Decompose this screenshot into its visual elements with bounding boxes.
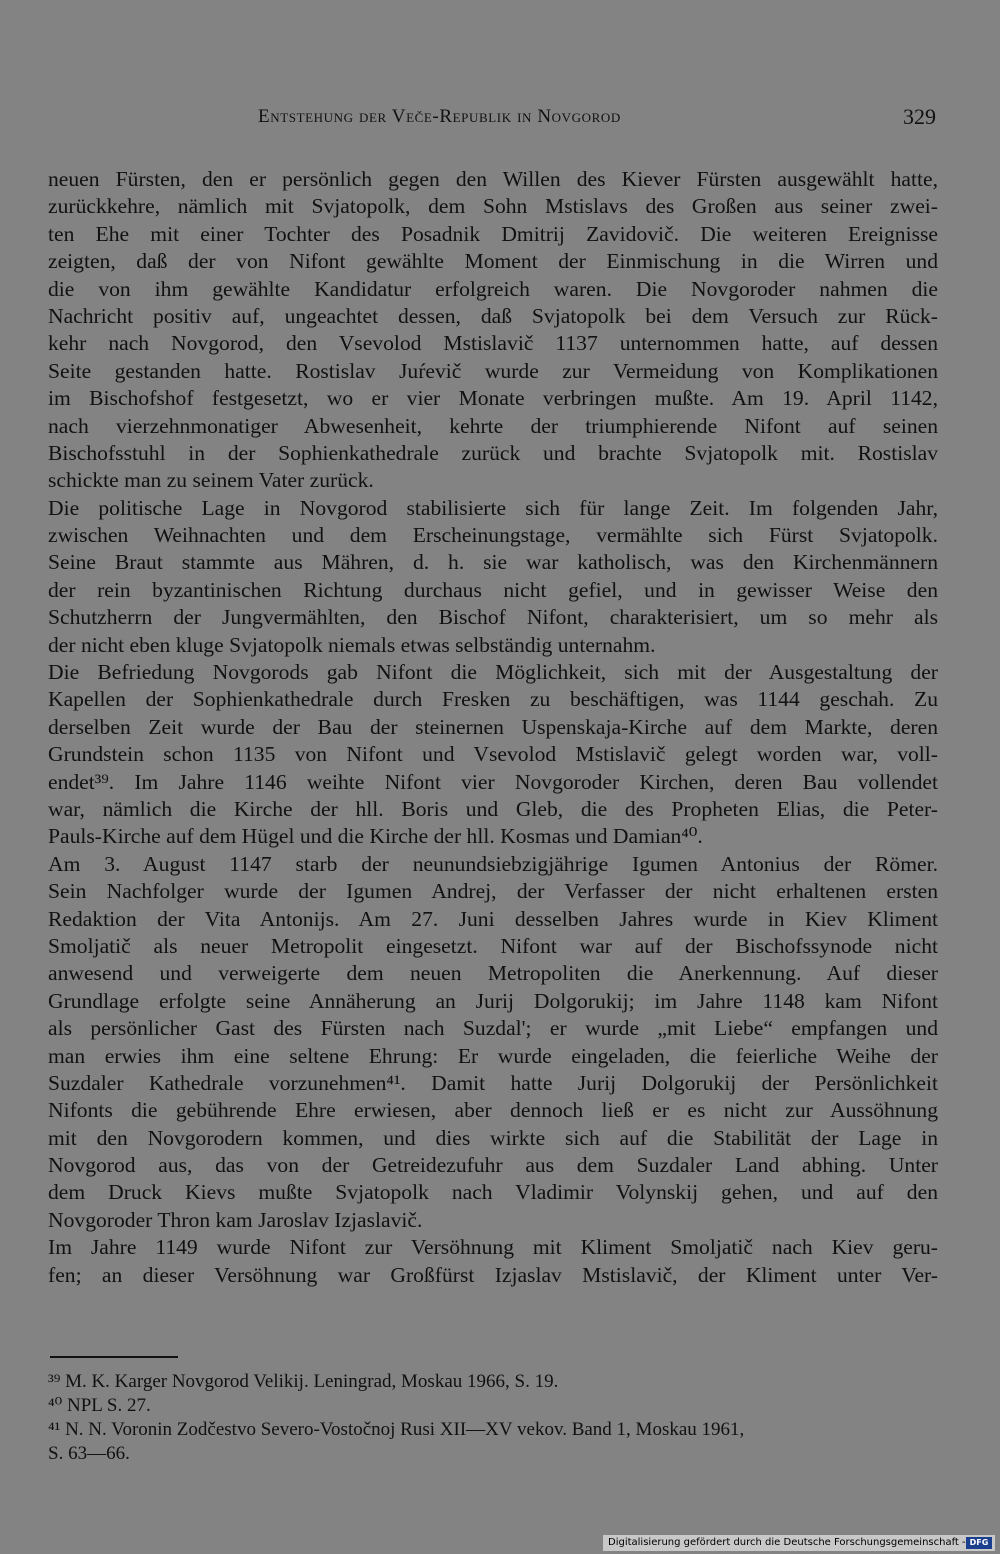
text-line: Schutzherrn der Jungvermählten, den Bischof Nifont, charakterisiert, um so mehr als — [48, 605, 938, 630]
text-line: zwischen Weihnachten und dem Erscheinungstage, vermählte sich Fürst Svjatopolk. — [48, 523, 938, 548]
footnotes — [48, 1370, 938, 1466]
text-line: anwesend und verweigerte dem neuen Metropoliten die Anerkennung. Auf dieser — [48, 961, 938, 986]
text-line: kehr nach Novgorod, den Vsevolod Mstislavič 1137 unternommen hatte, auf dessen — [48, 331, 938, 356]
text-line: der nicht eben kluge Svjatopolk niemals etwas selbständig unternahm. — [48, 632, 656, 657]
text-line: Seite gestanden hatte. Rostislav Juŕevič wurde zur Vermeidung von Komplikationen — [48, 358, 938, 383]
text-line: derselben Zeit wurde der Bau der steinernen Uspenskaja-Kirche auf dem Markte, deren — [48, 714, 938, 739]
text-line: Nifonts die gebührende Ehre erwiesen, aber dennoch ließ er es nicht zur Aussöhnung — [48, 1098, 938, 1123]
text-line: Smoljatič als neuer Metropolit eingesetzt. Nifont war auf der Bischofssynode nicht — [48, 933, 938, 958]
text-line: die von ihm gewählte Kandidatur erfolgreich waren. Die Novgoroder nahmen die — [48, 276, 938, 301]
text-line: endet³⁹. Im Jahre 1146 weihte Nifont vier Novgoroder Kirchen, deren Bau vollendet — [48, 769, 938, 794]
text-line: Am 3. August 1147 starb der neunundsiebzigjährige Igumen Antonius der Römer. — [48, 851, 938, 876]
text-line: als persönlicher Gast des Fürsten nach Suzdal'; er wurde „mit Liebe“ empfangen und — [48, 1016, 938, 1041]
footnote-39: ³⁹ M. K. Karger Novgorod Velikij. Leningrad, Moskau 1966, S. 19. — [48, 1371, 559, 1392]
text-line: schickte man zu seinem Vater zurück. — [48, 468, 374, 493]
text-line: Suzdaler Kathedrale vorzunehmen⁴¹. Damit hatte Jurij Dolgorukij der Persönlichkeit — [48, 1070, 938, 1095]
text-line: nach vierzehnmonatiger Abwesenheit, kehrte der triumphierende Nifont auf seinen — [48, 413, 938, 438]
text-line: im Bischofshof festgesetzt, wo er vier Monate verbringen mußte. Am 19. April 1142, — [48, 386, 938, 411]
digitization-credit-text: Digitalisierung gefördert durch die Deutsche Forschungsgemeinschaft - — [608, 1537, 966, 1548]
running-title: Entstehung der Veče-Republik in Novgorod — [258, 106, 621, 127]
text-line: mit den Novgorodern kommen, und dies wirkte sich auf die Stabilität der Lage in — [48, 1125, 938, 1150]
text-line: Grundstein schon 1135 von Nifont und Vsevolod Mstislavič gelegt worden war, voll- — [48, 742, 938, 767]
text-line: zurückkehre, nämlich mit Svjatopolk, dem Sohn Mstislavs des Großen aus seiner zwei- — [48, 194, 938, 219]
text-line: dem Druck Kievs mußte Svjatopolk nach Vladimir Volynskij gehen, und auf den — [48, 1180, 938, 1205]
text-line: Bischofsstuhl in der Sophienkathedrale zurück und brachte Svjatopolk mit. Rostislav — [48, 440, 938, 465]
text-line: man erwies ihm eine seltene Ehrung: Er wurde eingeladen, die feierliche Weihe der — [48, 1043, 938, 1068]
text-line: Novgoroder Thron kam Jaroslav Izjaslavič. — [48, 1207, 423, 1232]
body-text — [48, 166, 938, 1289]
running-header — [48, 104, 938, 134]
text-line: der rein byzantinischen Richtung durchaus nicht gefiel, und in gewisser Weise den — [48, 577, 938, 602]
text-line: Sein Nachfolger wurde der Igumen Andrej, der Verfasser der nicht erhaltenen ersten — [48, 879, 938, 904]
text-line: Grundlage erfolgte seine Annäherung an Jurij Dolgorukij; im Jahre 1148 kam Nifont — [48, 988, 938, 1013]
footnote-41-continued: S. 63—66. — [48, 1443, 130, 1464]
text-line: Pauls-Kirche auf dem Hügel und die Kirche der hll. Kosmas und Damian⁴⁰. — [48, 824, 703, 849]
page-number: 329 — [903, 104, 936, 129]
text-line: Nachricht positiv auf, ungeachtet dessen, daß Svjatopolk bei dem Versuch zur Rück- — [48, 303, 938, 328]
text-line: Die politische Lage in Novgorod stabilisierte sich für lange Zeit. Im folgenden Jahr, — [48, 495, 938, 520]
text-line: war, nämlich die Kirche der hll. Boris und Gleb, die des Propheten Elias, die Peter- — [48, 796, 938, 821]
text-line: Im Jahre 1149 wurde Nifont zur Versöhnung mit Kliment Smoljatič nach Kiev geru- — [48, 1235, 938, 1260]
footnote-40: ⁴⁰ NPL S. 27. — [48, 1395, 151, 1416]
text-line: Novgorod aus, das von der Getreidezufuhr aus dem Suzdaler Land abhing. Unter — [48, 1153, 938, 1178]
footnote-divider — [50, 1356, 178, 1358]
text-line: Seine Braut stammte aus Mähren, d. h. sie war katholisch, was den Kirchenmännern — [48, 550, 938, 575]
footnote-41: ⁴¹ N. N. Voronin Zodčestvo Severo-Vostočnoj Rusi XII—XV vekov. Band 1, Moskau 1961, — [48, 1419, 745, 1440]
text-line: Die Befriedung Novgorods gab Nifont die Möglichkeit, sich mit der Ausgestaltung der — [48, 660, 938, 685]
text-line: zeigten, daß der von Nifont gewählte Moment der Einmischung in die Wirren und — [48, 249, 938, 274]
text-line: ten Ehe mit einer Tochter des Posadnik Dmitrij Zavidovič. Die weiteren Ereignisse — [48, 221, 938, 246]
dfg-logo-icon: DFG — [966, 1537, 992, 1549]
text-line: neuen Fürsten, den er persönlich gegen den Willen des Kiever Fürsten ausgewählt hatte, — [48, 167, 938, 191]
text-line: Kapellen der Sophienkathedrale durch Fresken zu beschäftigen, was 1144 geschah. Zu — [48, 687, 938, 712]
text-line: Redaktion der Vita Antonijs. Am 27. Juni desselben Jahres wurde in Kiev Kliment — [48, 906, 938, 931]
text-line: fen; an dieser Versöhnung war Großfürst Izjaslav Mstislavič, der Kliment unter Ver- — [48, 1262, 938, 1287]
digitization-credit-bar — [603, 1535, 995, 1551]
